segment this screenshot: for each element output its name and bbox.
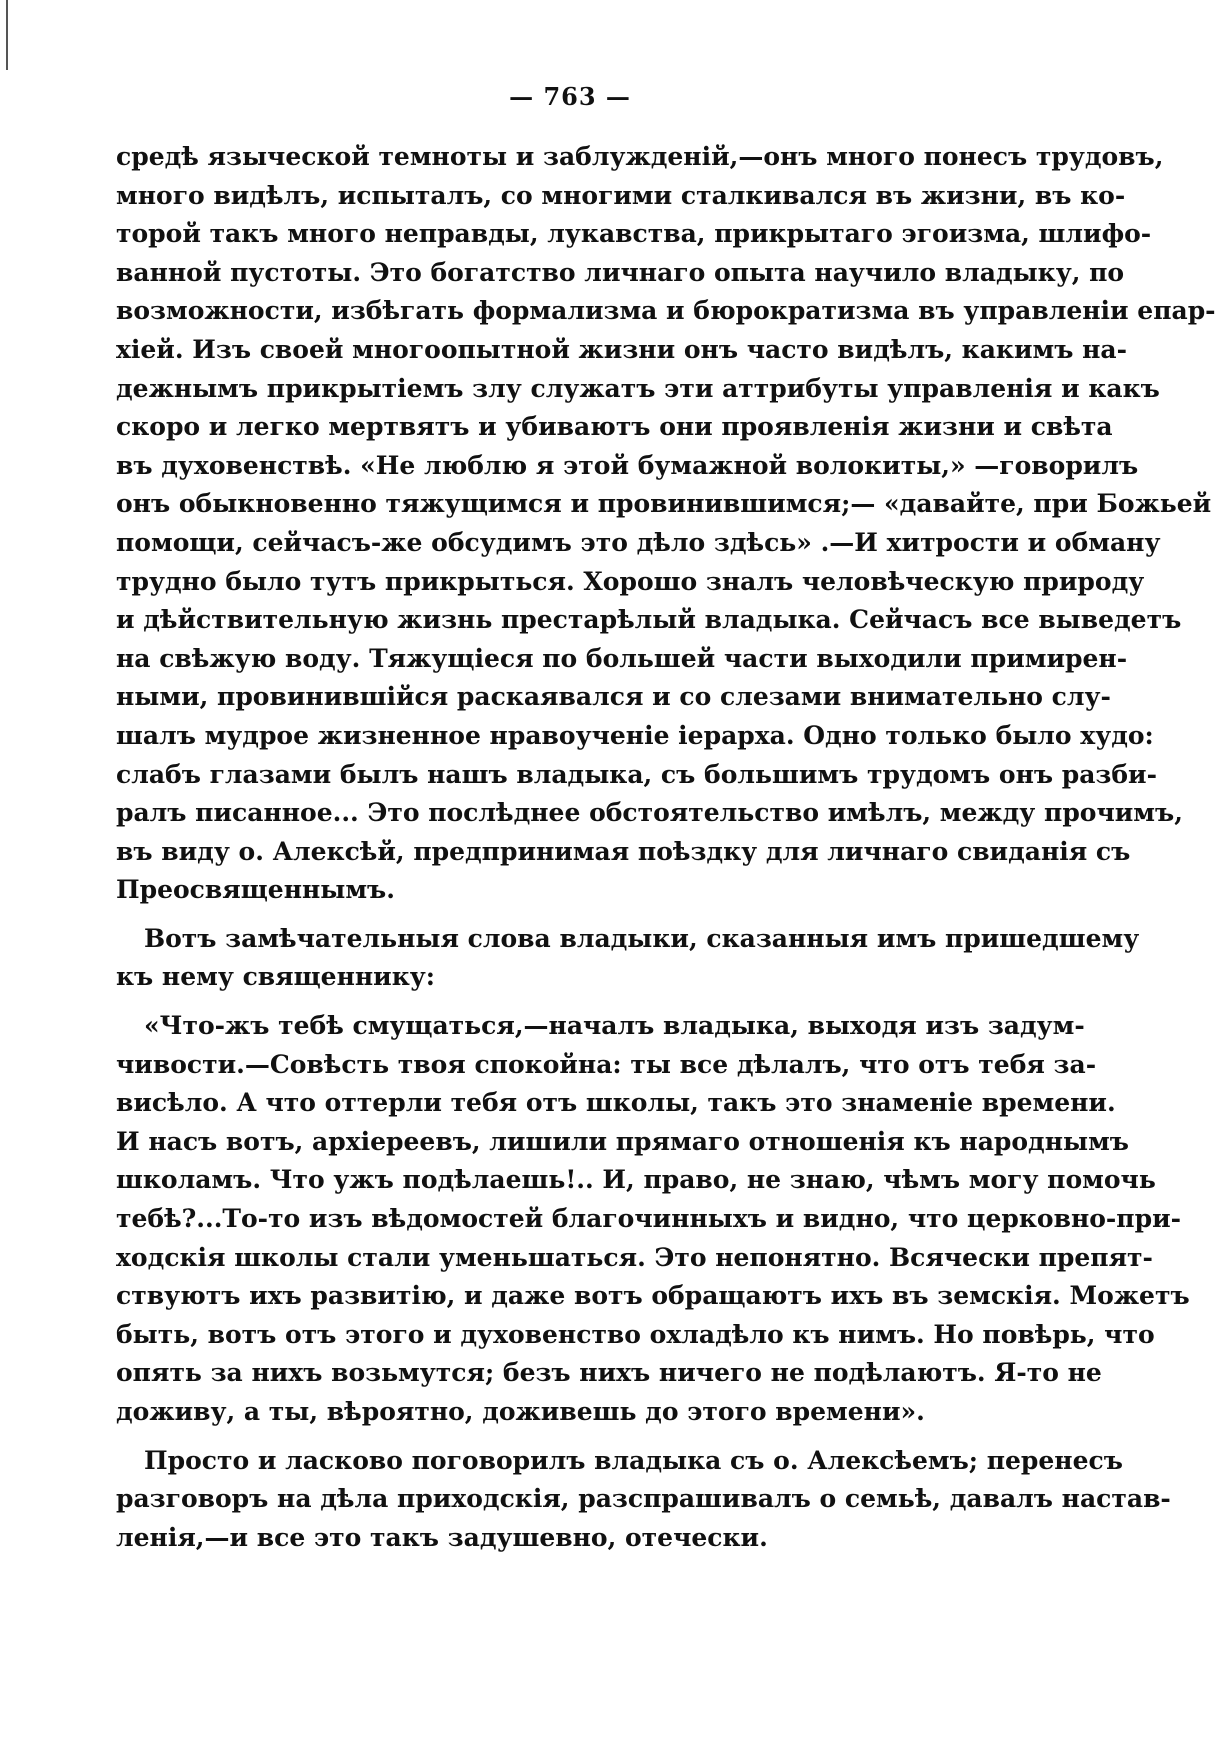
text-line: помощи, сейчасъ-же обсудимъ это дѣло здѣсь» .—И хитрости и обману (116, 527, 1161, 557)
text-line: ленія,—и все это такъ задушевно, отечески. (116, 1522, 768, 1552)
page-number: — 763 — (509, 82, 631, 111)
text-line: «Что-жъ тебѣ смущаться,—началъ владыка, выходя изъ задум- (144, 1011, 1085, 1041)
text-line: быть, вотъ отъ этого и духовенство охладѣло къ нимъ. Но повѣрь, что (116, 1319, 1155, 1349)
text-line: Преосвященнымъ. (116, 875, 395, 905)
text-line: возможности, избѣгать формализма и бюрократизма въ управленіи епар- (116, 296, 1216, 326)
text-line: ралъ писанное... Это послѣднее обстоятельство имѣлъ, между прочимъ, (116, 798, 1183, 828)
text-line: онъ обыкновенно тяжущимся и провинившимся;— «давайте, при Божьей (116, 489, 1212, 519)
text-line: дежнымъ прикрытіемъ злу служатъ эти аттрибуты управленія и какъ (116, 373, 1160, 403)
page-edge-line (6, 0, 8, 70)
paragraph (116, 1442, 1171, 1558)
text-line: слабъ глазами былъ нашъ владыка, съ большимъ трудомъ онъ разби- (116, 759, 1157, 789)
text-line: въ виду о. Алексѣй, предпринимая поѣздку для личнаго свиданія съ (116, 836, 1131, 866)
paragraph-gap (116, 997, 998, 1007)
text-line: хіей. Изъ своей многоопытной жизни онъ часто видѣлъ, какимъ на- (116, 334, 1127, 364)
text-line: шалъ мудрое жизненное нравоученіе іерарха. Одно только было худо: (116, 720, 1154, 750)
text-line: ходскія школы стали уменьшаться. Это непонятно. Всячески препят- (116, 1242, 1153, 1272)
paragraph-gap (116, 910, 998, 920)
text-line: въ духовенствѣ. «Не люблю я этой бумажной волокиты,» —говорилъ (116, 450, 1139, 480)
text-line: Вотъ замѣчательныя слова владыки, сказанныя имъ пришедшему (144, 923, 1140, 953)
text-line: трудно было тутъ прикрыться. Хорошо зналъ человѣческую природу (116, 566, 1145, 596)
text-line: средѣ языческой темноты и заблужденій,—онъ много понесъ трудовъ, (116, 142, 1164, 171)
paragraph-gap (116, 1432, 998, 1442)
body-text (116, 138, 1216, 1557)
text-line: чивости.—Совѣсть твоя спокойна: ты все дѣлалъ, что отъ тебя за- (116, 1049, 1097, 1079)
text-line: школамъ. Что ужъ подѣлаешь!.. И, право, не знаю, чѣмъ могу помочь (116, 1165, 1156, 1195)
paragraph (116, 138, 1216, 910)
text-line: И насъ вотъ, архіереевъ, лишили прямаго отношенія къ народнымъ (116, 1126, 1129, 1156)
text-line: тебѣ?...То-то изъ вѣдомостей благочинныхъ и видно, что церковно-при- (116, 1204, 1182, 1234)
text-line: опять за нихъ возьмутся; безъ нихъ ничего не подѣлаютъ. Я-то не (116, 1358, 1102, 1388)
text-line: торой такъ много неправды, лукавства, прикрытаго эгоизма, шлифо- (116, 219, 1152, 249)
paragraph (116, 1007, 1190, 1432)
text-line: скоро и легко мертвятъ и убиваютъ они проявленія жизни и свѣта (116, 412, 1113, 442)
text-line: доживу, а ты, вѣроятно, доживешь до этого времени». (116, 1397, 925, 1426)
text-line: и дѣйствительную жизнь престарѣлый владыка. Сейчасъ все выведетъ (116, 605, 1182, 635)
text-line: къ нему священнику: (116, 962, 436, 992)
paragraph (116, 920, 1140, 997)
text-line: Просто и ласково поговорилъ владыка съ о. Алексѣемъ; перенесъ (144, 1445, 1123, 1475)
text-line: много видѣлъ, испыталъ, со многими сталкивался въ жизни, въ ко- (116, 180, 1126, 210)
text-line: висѣло. А что оттерли тебя отъ школы, такъ это знаменіе времени. (116, 1088, 1116, 1118)
text-line: ствуютъ ихъ развитію, и даже вотъ обращаютъ ихъ въ земскія. Можетъ (116, 1281, 1190, 1311)
text-line: разговоръ на дѣла приходскія, разспрашивалъ о семьѣ, давалъ настав- (116, 1484, 1171, 1514)
text-line: ными, провинившійся раскаявался и со слезами внимательно слу- (116, 682, 1111, 712)
text-line: на свѣжую воду. Тяжущіеся по большей части выходили примирен- (116, 643, 1128, 673)
text-line: ванной пустоты. Это богатство личнаго опыта научило владыку, по (116, 257, 1125, 287)
